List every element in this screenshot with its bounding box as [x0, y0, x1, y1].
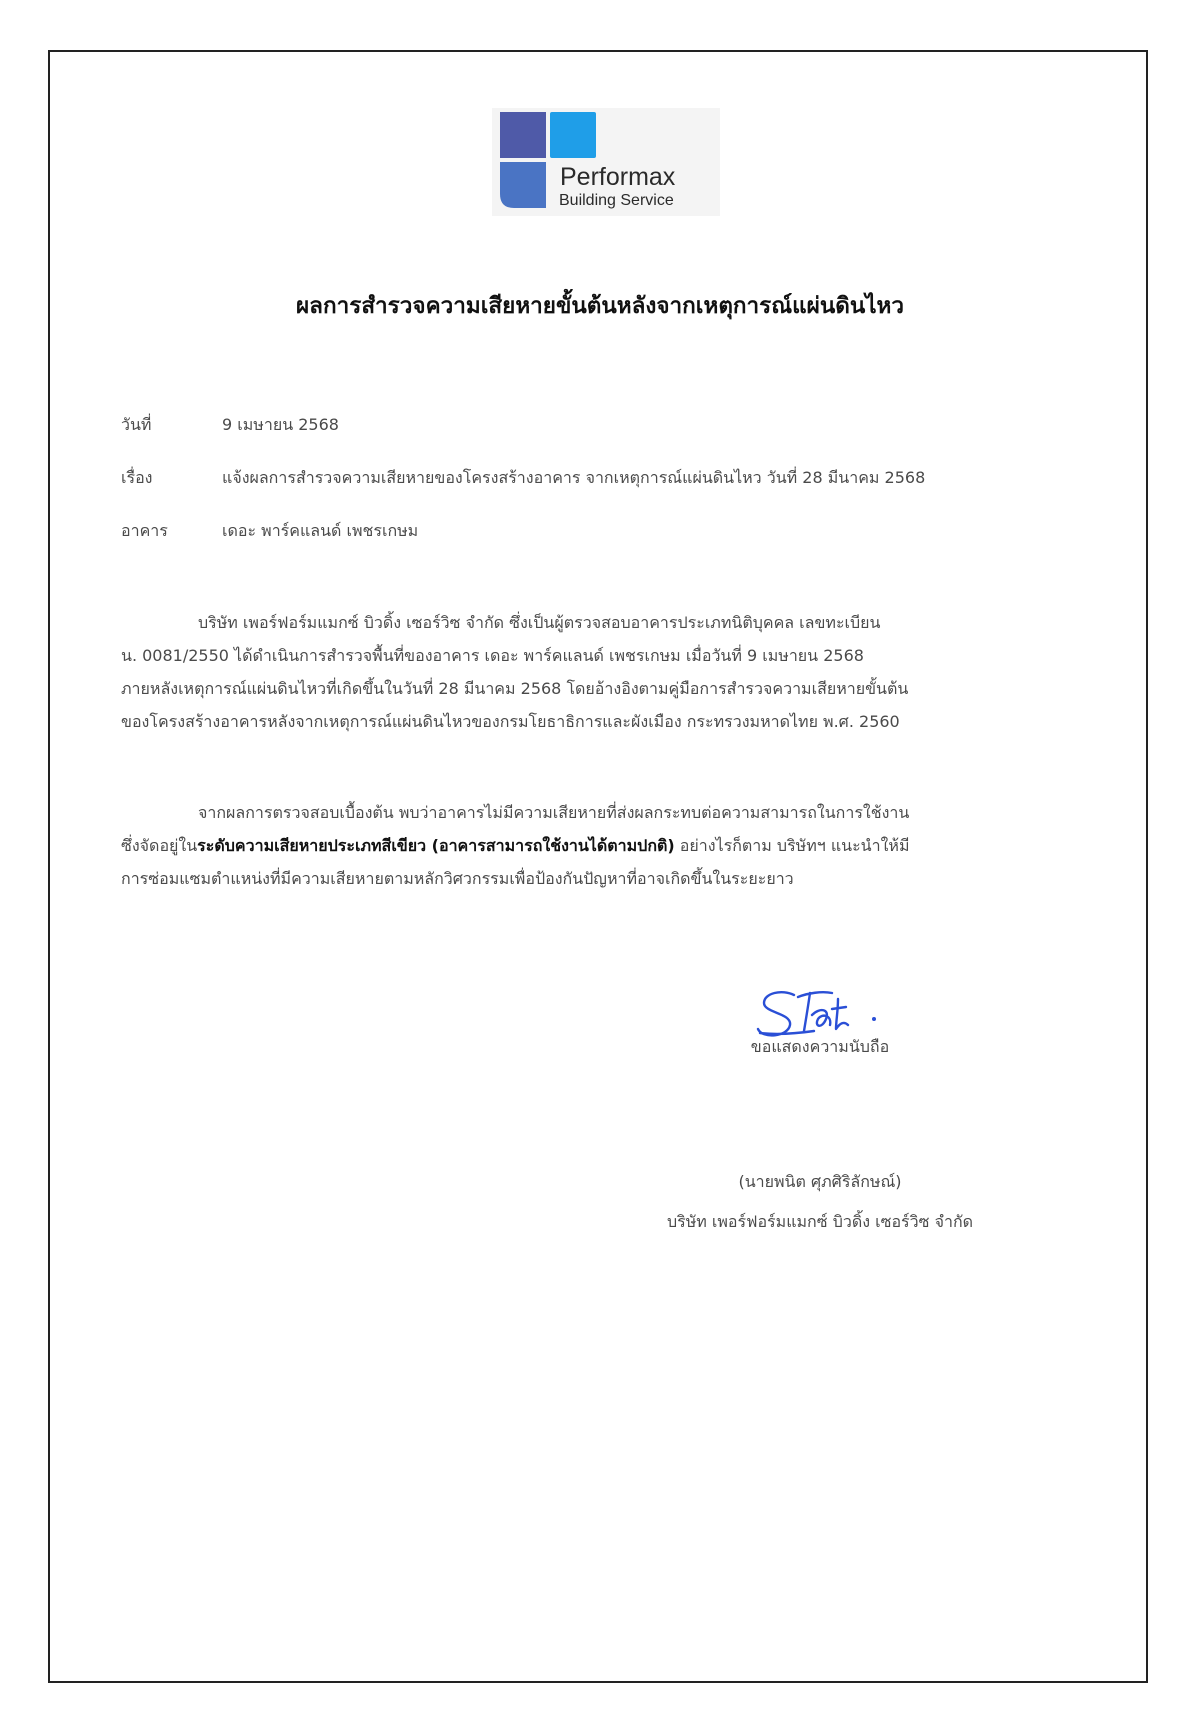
paragraph-survey: [121, 606, 1076, 738]
result-post-text: อย่างไรก็ตาม บริษัทฯ แนะนำให้มี: [674, 836, 910, 855]
paragraph-line: [121, 829, 1076, 862]
signer-company: บริษัท เพอร์ฟอร์มแมกซ์ บิวดิ้ง เซอร์วิซ จำกัด: [666, 1212, 974, 1231]
logo-brand-name: Performax: [560, 163, 676, 191]
signature-image: [752, 985, 892, 1045]
subject-row: [121, 466, 925, 491]
subject-value: แจ้งผลการสำรวจความเสียหายของโครงสร้างอาคาร จากเหตุการณ์แผ่นดินไหว วันที่ 28 มีนาคม 2568: [222, 468, 926, 487]
result-highlight: ระดับความเสียหายประเภทสีเขียว (อาคารสามารถใช้งานได้ตามปกติ): [197, 836, 675, 855]
paragraph-line: จากผลการตรวจสอบเบื้องต้น พบว่าอาคารไม่มีความเสียหายที่ส่งผลกระทบต่อความสามารถในการใช้งาน: [198, 803, 910, 822]
result-pre-text: ซึ่งจัดอยู่ใน: [121, 836, 198, 855]
subject-label: เรื่อง: [121, 468, 153, 487]
signer-name: (นายพนิต ศุภศิริลักษณ์): [738, 1172, 902, 1191]
paragraph-line: ของโครงสร้างอาคารหลังจากเหตุการณ์แผ่นดินไหวของกรมโยธาธิการและผังเมือง กระทรวงมหาดไทย พ.ศ. 2560: [121, 712, 900, 731]
document-title: ผลการสำรวจความเสียหายขั้นต้นหลังจากเหตุการณ์แผ่นดินไหว: [296, 293, 904, 319]
paragraph-line: บริษัท เพอร์ฟอร์มแมกซ์ บิวดิ้ง เซอร์วิซ จำกัด ซึ่งเป็นผู้ตรวจสอบอาคารประเภทนิติบุคคล เลขทะเบียน: [198, 613, 881, 632]
closing-regards: ขอแสดงความนับถือ: [750, 1037, 890, 1056]
paragraph-line: การซ่อมแซมตำแหน่งที่มีความเสียหายตามหลักวิศวกรรมเพื่อป้องกันปัญหาที่อาจเกิดขึ้นในระยะยาว: [121, 869, 794, 888]
logo-tagline: Building Service: [559, 192, 674, 209]
paragraph-line: น. 0081/2550 ได้ดำเนินการสำรวจพื้นที่ของอาคาร เดอะ พาร์คแลนด์ เพชรเกษม เมื่อวันที่ 9 เมษายน 2568: [121, 646, 864, 665]
building-value: เดอะ พาร์คแลนด์ เพชรเกษม: [222, 521, 419, 540]
building-label: อาคาร: [121, 521, 168, 540]
paragraph-result: [121, 796, 1076, 895]
performax-logo: [492, 108, 720, 216]
date-label: วันที่: [121, 415, 152, 434]
paragraph-line: ภายหลังเหตุการณ์แผ่นดินไหวที่เกิดขึ้นในวันที่ 28 มีนาคม 2568 โดยอ้างอิงตามคู่มือการสำรวจความเสียหายขั้นต้น: [121, 679, 909, 698]
date-row: [121, 413, 339, 438]
building-row: [121, 519, 418, 544]
date-value: 9 เมษายน 2568: [222, 415, 339, 434]
